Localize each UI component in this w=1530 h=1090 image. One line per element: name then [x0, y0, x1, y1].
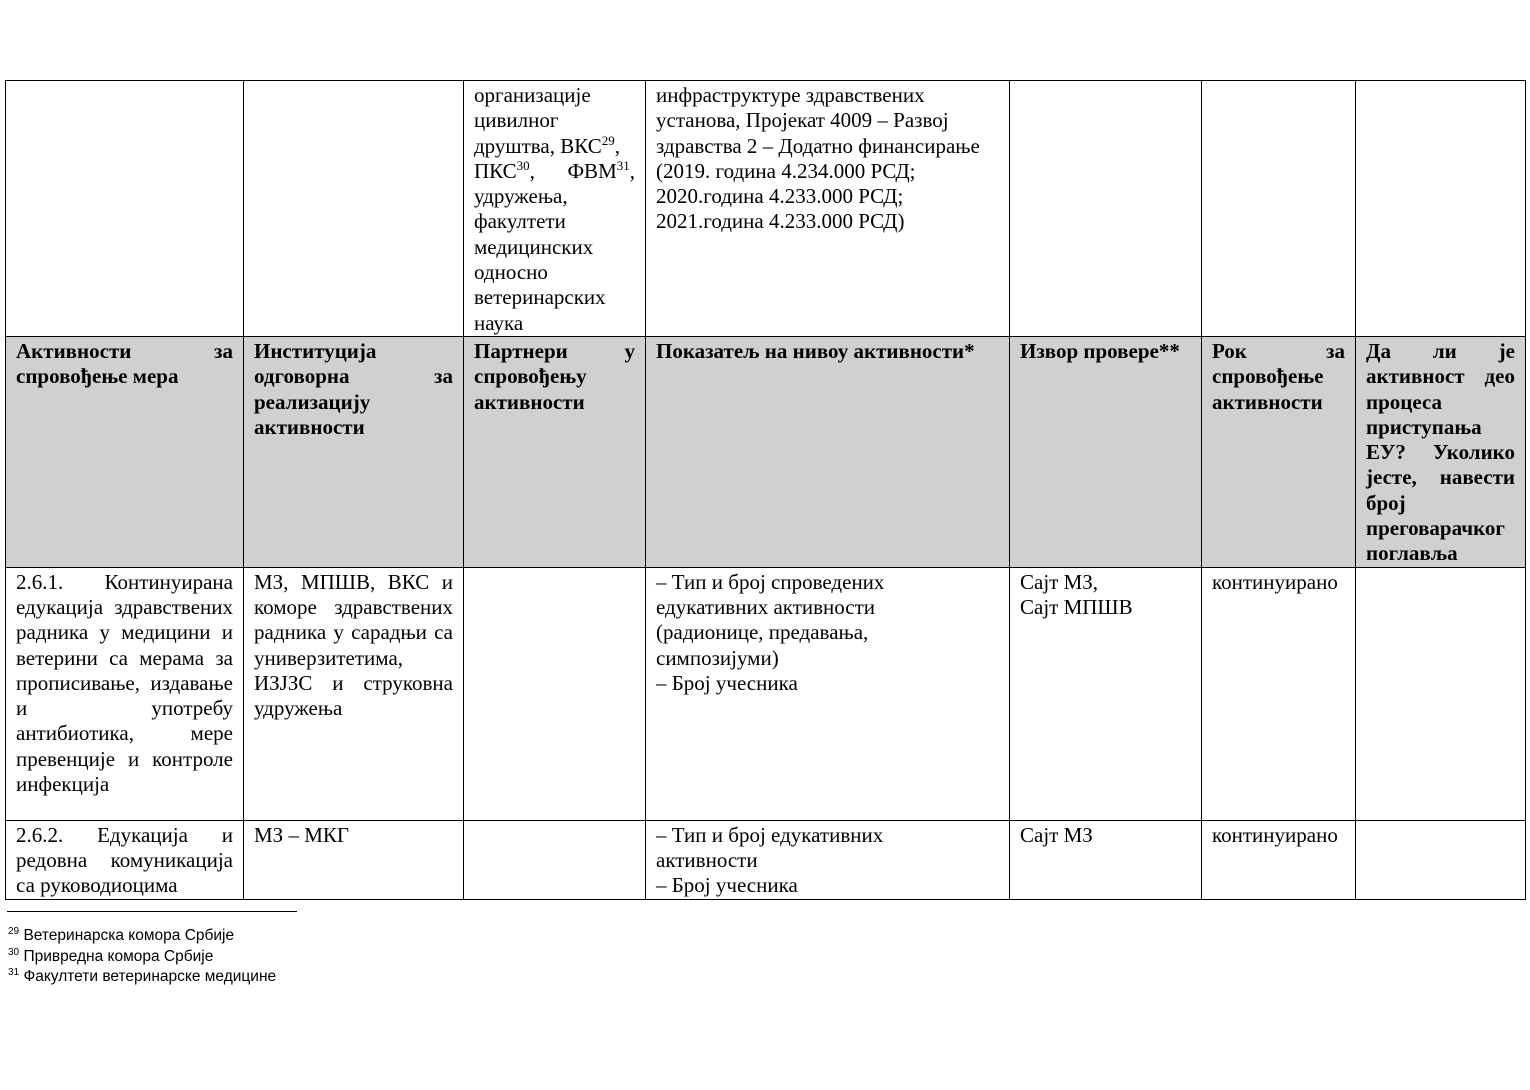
footnote-29: $^{29}$ Ветеринарска комора Србије [8, 926, 235, 944]
footnote-ref-30: 30 [516, 157, 530, 173]
footnote-31: $^{31}$ Факултети ветеринарске медицине [8, 967, 277, 985]
footnotes [8, 926, 276, 988]
partners-cell [464, 820, 646, 899]
header-row [6, 336, 1526, 567]
header-indicator: Показатељ на нивоу активности* [646, 336, 1010, 567]
header-institution: Институција одговорна за реализацију активности [244, 336, 464, 567]
eu-cell [1356, 567, 1526, 820]
verification-cell: Сајт МЗ, Сајт МПШВ [1010, 567, 1202, 820]
header-partners: Партнери у спровођењу активности [464, 336, 646, 567]
footnote-ref-29: 29 [601, 132, 615, 148]
institution-cell: МЗ, МПШВ, ВКС и коморе здравствених радника у сарадњи са универзитетима, ИЗЈЗС и струковна удружења [244, 567, 464, 820]
activity-cell: 2.6.1. Континуирана едукација здравствених радника у медицини и ветерини са мерама за прописивање, издавање и употребу антибиотика, мере превенције и контроле инфекција [6, 567, 244, 820]
table-row [6, 567, 1526, 820]
indicator-cell: – Тип и број едукативних активности – Број учесника [646, 820, 1010, 899]
verification-cell: Сајт МЗ [1010, 820, 1202, 899]
continuation-empty-cell [1010, 81, 1202, 337]
header-eu: Да ли је активност део процеса приступања ЕУ? Уколико јесте, навести број преговарачког поглавља [1356, 336, 1526, 567]
header-verification: Извор провере** [1010, 336, 1202, 567]
footnote-30: $^{30}$ Привредна комора Србије [8, 946, 214, 965]
continuation-row [6, 81, 1526, 337]
continuation-empty-cell [1356, 81, 1526, 337]
indicator-cell: – Тип и број спроведених едукативних активности (радионице, предавања, симпозијуми) – Број учесника [646, 567, 1010, 820]
continuation-partners-cell: организације цивилног друштва, ВКС$^{29}$, ПКС$^{30}$, ФВМ$^{31}$, удружења, факултети медицинских односно ветеринарских наука [464, 81, 646, 337]
partners-cell [464, 567, 646, 820]
footnote-ref-31: 31 [616, 157, 630, 173]
header-deadline: Рок за спровођење активности [1202, 336, 1356, 567]
institution-cell: МЗ – МКГ [244, 820, 464, 899]
activity-cell: 2.6.2. Едукација и редовна комуникација са руководиоцима [6, 820, 244, 899]
eu-cell [1356, 820, 1526, 899]
header-activities: Активности за спровођење мера [6, 336, 244, 567]
activity-table [5, 80, 1526, 900]
continuation-funding-cell: инфраструктуре здравствених установа, Пројекат 4009 – Развој здравства 2 – Додатно финансирање (2019. година 4.234.000 РСД; 2020.година 4.233.000 РСД; 2021.година 4.233.000 РСД) [646, 81, 1010, 337]
deadline-cell: континуирано [1202, 567, 1356, 820]
deadline-cell: континуирано [1202, 820, 1356, 899]
continuation-empty-cell [1202, 81, 1356, 337]
table-row [6, 820, 1526, 899]
continuation-institution-cell [244, 81, 464, 337]
continuation-activity-cell [6, 81, 244, 337]
footnote-separator [7, 911, 297, 912]
